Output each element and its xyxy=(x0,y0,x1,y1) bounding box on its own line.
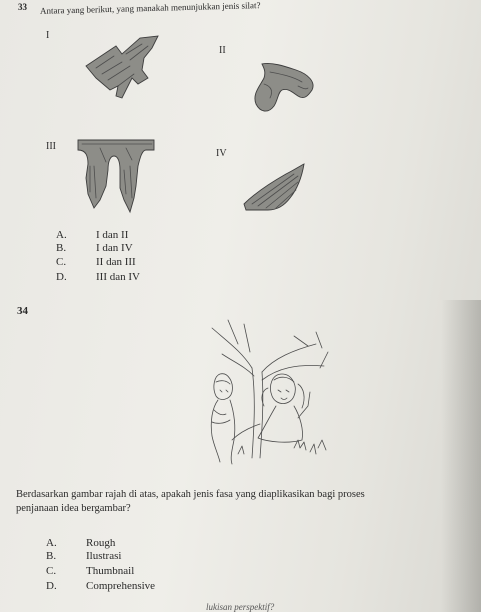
figure-label-iii: III xyxy=(46,141,56,152)
q33-option-d-letter: D. xyxy=(56,271,67,283)
q33-option-c-letter: C. xyxy=(56,256,67,268)
page-shadow xyxy=(441,300,481,612)
silat-hand-shape-icon xyxy=(82,34,166,104)
q34-option-c-text: Thumbnail xyxy=(86,565,135,577)
next-question-fragment: lukisan perspektif? xyxy=(206,602,275,612)
q33-option-a-letter: A. xyxy=(56,229,67,241)
q33-option-b-text: I dan IV xyxy=(96,242,133,254)
q33-option-b-letter: B. xyxy=(56,242,67,254)
question-33-number: 33 xyxy=(18,2,27,12)
q34-option-a-text: Rough xyxy=(86,537,116,549)
figure-label-iv: IV xyxy=(216,148,227,159)
question-34-text-line-2: penjanaan idea bergambar? xyxy=(16,503,131,514)
silat-stance-shape-icon xyxy=(76,136,158,218)
q34-option-a-letter: A. xyxy=(46,537,57,549)
q33-option-d-text: III dan IV xyxy=(96,271,140,283)
q34-option-d-letter: D. xyxy=(46,580,57,592)
sketch-illustration xyxy=(198,318,338,468)
q34-option-b-letter: B. xyxy=(46,550,57,562)
q34-option-b-text: Ilustrasi xyxy=(86,550,122,562)
silat-curl-shape-icon xyxy=(250,56,320,116)
question-33-text: Antara yang berikut, yang manakah menunjukkan jenis silat? xyxy=(40,0,261,16)
q34-option-c-letter: C. xyxy=(46,565,57,577)
q33-option-a-text: I dan II xyxy=(96,229,129,241)
q33-option-c-text: II dan III xyxy=(96,256,136,268)
silat-blade-shape-icon xyxy=(242,162,306,216)
question-34-number: 34 xyxy=(17,305,28,317)
question-34-text-line-1: Berdasarkan gambar rajah di atas, apakah jenis fasa yang diaplikasikan bagi proses xyxy=(16,489,365,500)
figure-label-i: I xyxy=(46,30,50,41)
q34-option-d-text: Comprehensive xyxy=(86,580,156,592)
figure-label-ii: II xyxy=(219,45,226,56)
